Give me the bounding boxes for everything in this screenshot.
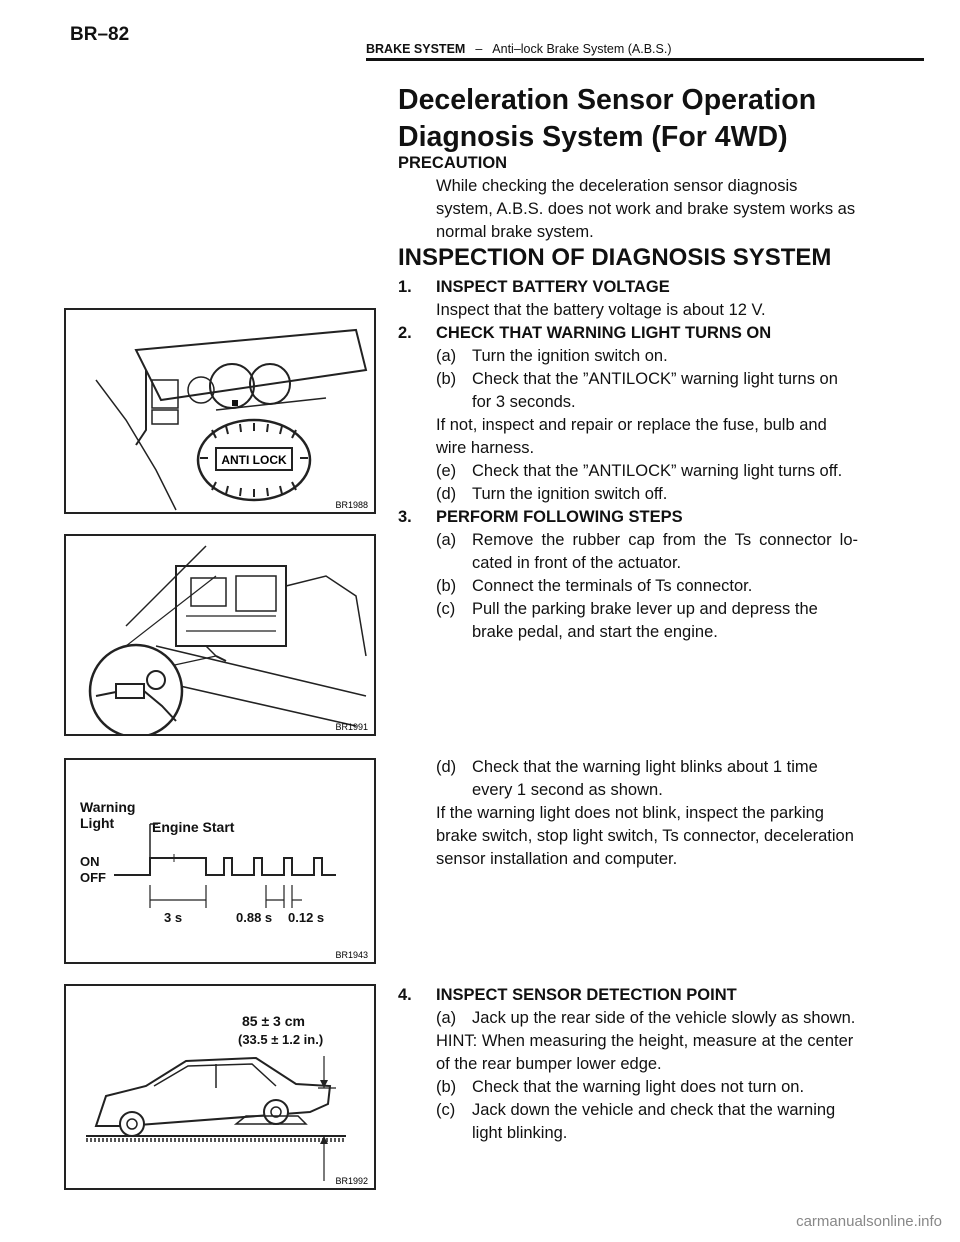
precaution-label: PRECAUTION [398,154,508,172]
light-label: Light [80,815,115,831]
step-3-c: (c) Pull the parking brake lever up and depress the brake pedal, and start the engine. [436,600,818,641]
figure-code: BR1988 [335,500,368,510]
title-line-1: Deceleration Sensor Operation [398,84,817,116]
timing-diagram [66,760,374,962]
watermark: carmanualsonline.info [796,1213,942,1230]
figure-blink-timing [64,758,376,964]
step-3-b: (b) Connect the terminals of Ts connector. [436,577,753,595]
step-2-e: (e) Check that the ”ANTILOCK” warning light turns off. [436,462,843,480]
step-1-text: Inspect that the battery voltage is about 12 V. [436,301,766,319]
step-3-note: If the warning light does not blink, inspect the parking brake switch, stop light switch, Ts connector, deceleration sensor installation and computer. [436,804,854,868]
steps-1-3 [398,276,858,644]
step-2-note: If not, inspect and repair or replace the fuse, bulb and wire harness. [436,416,827,457]
on-label: ON [80,854,100,869]
step-4-b: (b) Check that the warning light does not turn on. [436,1078,805,1096]
engine-start-label: Engine Start [152,819,235,835]
figure-code: BR1943 [335,950,368,960]
warning-label: Warning [80,799,136,815]
precaution-text: While checking the deceleration sensor diagnosis system, A.B.S. does not work and brake system works as normal brake system. [436,177,856,241]
step-4-title: 4. INSPECT SENSOR DETECTION POINT [398,986,737,1004]
figure-dashboard-antilock [64,308,376,514]
step-3-d-section [398,756,858,871]
header-separator: – [475,42,483,56]
figure-code: BR1992 [335,1176,368,1186]
duration-012s: 0.12 s [288,910,325,925]
figure-ts-connector [64,534,376,736]
height-dimension-cm: 85 ± 3 cm [242,1013,305,1029]
vehicle-jack-illustration [66,986,374,1188]
engine-compartment-illustration [66,536,374,734]
step-2-b: (b) Check that the ”ANTILOCK” warning light turns on for 3 seconds. [436,370,838,411]
header-subsection: Anti–lock Brake System (A.B.S.) [492,42,672,56]
title-line-2: Diagnosis System (For 4WD) [398,121,788,153]
running-header [366,42,672,56]
figure-jack-up [64,984,376,1190]
step-4-hint: HINT: When measuring the height, measure at the center of the rear bumper lower edge. [436,1032,854,1073]
duration-088s: 0.88 s [236,910,273,925]
figure-code: BR1991 [335,722,368,732]
step-2-d: (d) Turn the ignition switch off. [436,485,668,503]
step-2-title: 2. CHECK THAT WARNING LIGHT TURNS ON [398,324,772,342]
precaution-section [398,152,858,244]
step-4-a: (a) Jack up the rear side of the vehicle slowly as shown. [436,1009,856,1027]
page-title [398,82,858,156]
step-4-c: (c) Jack down the vehicle and check that the warning light blinking. [436,1101,836,1142]
height-dimension-in: (33.5 ± 1.2 in.) [238,1032,324,1047]
page-number: BR–82 [70,24,130,45]
step-4-section [398,984,858,1145]
dashboard-illustration [66,310,374,512]
step-1-title: 1. INSPECT BATTERY VOLTAGE [398,278,670,296]
off-label: OFF [80,870,106,885]
antilock-badge: ANTI LOCK [221,453,287,467]
header-section: BRAKE SYSTEM [366,42,466,56]
inspection-heading: INSPECTION OF DIAGNOSIS SYSTEM [398,244,832,271]
step-3-d: (d) Check that the warning light blinks about 1 time every 1 second as shown. [436,758,818,799]
step-2-a: (a) Turn the ignition switch on. [436,347,668,365]
duration-3s: 3 s [164,910,183,925]
step-3-title: 3. PERFORM FOLLOWING STEPS [398,508,683,526]
header-rule [366,58,924,61]
step-3-a: (a) Remove the rubber cap from the Ts connector lo- cated in front of the actuator. [436,531,858,572]
